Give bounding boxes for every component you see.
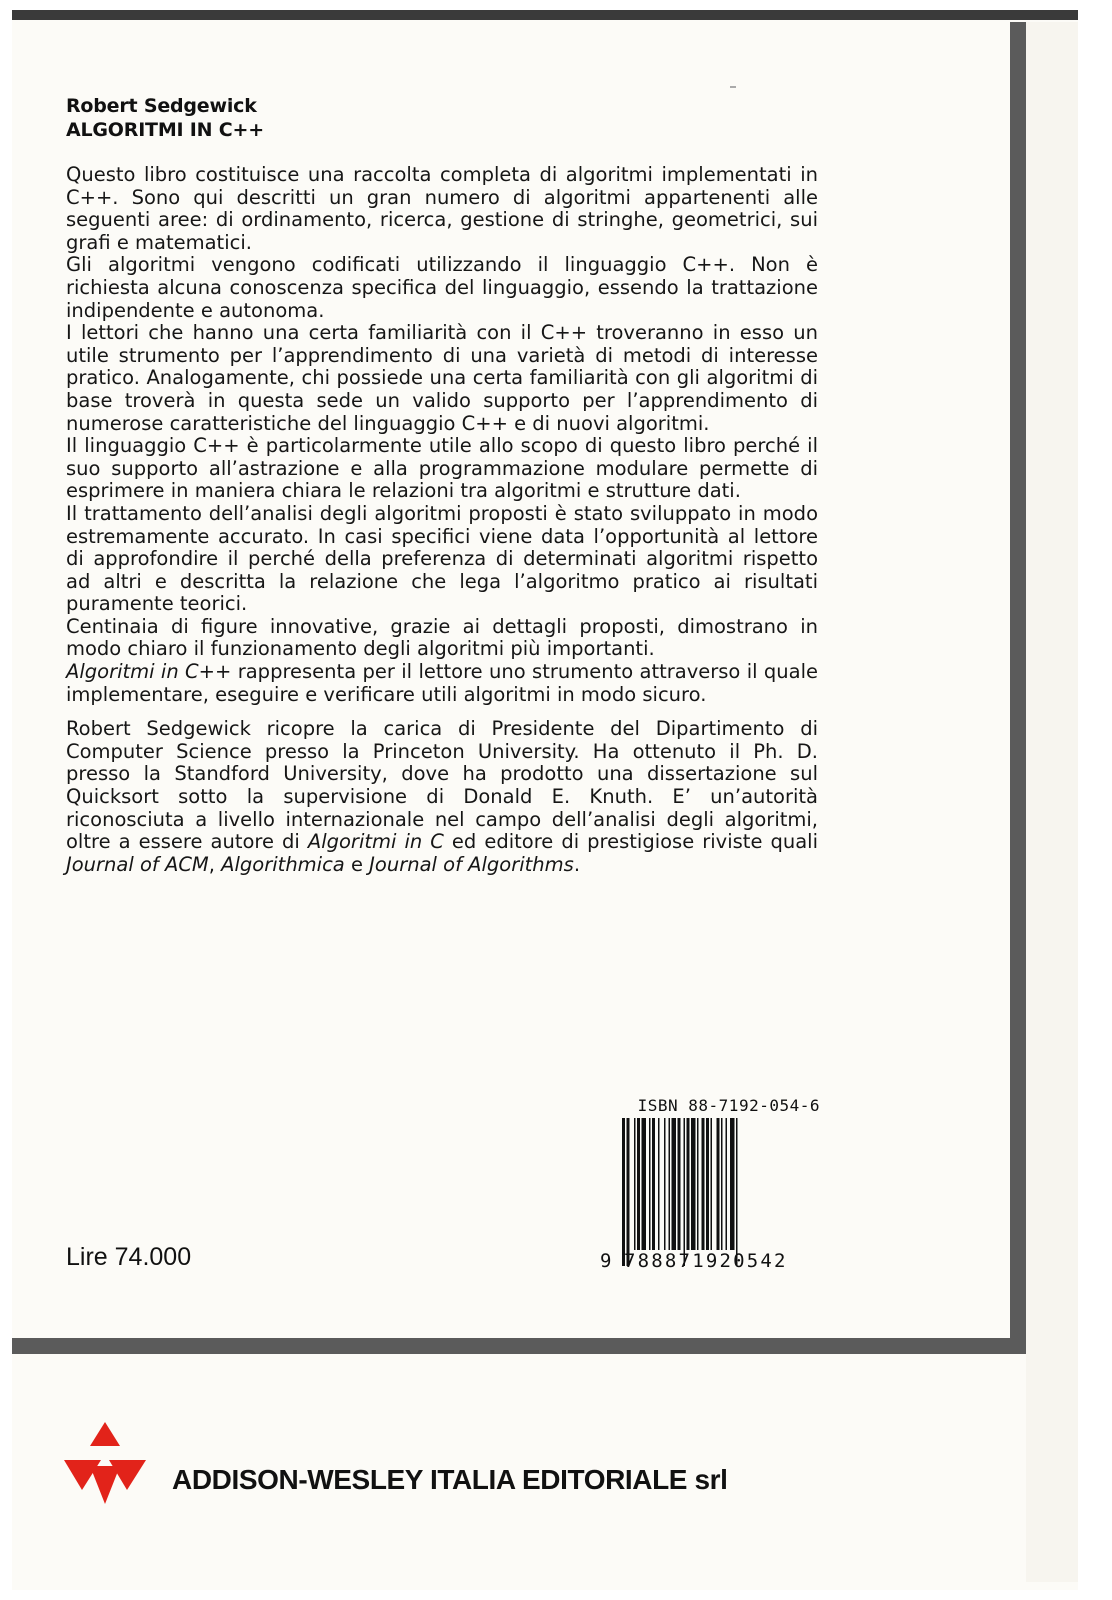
barcode-bar bbox=[684, 1118, 686, 1266]
barcode-bar bbox=[672, 1118, 677, 1250]
cover-right-margin bbox=[1026, 22, 1078, 1582]
frame-right-border bbox=[1010, 22, 1026, 1354]
barcode-bar bbox=[652, 1118, 655, 1250]
barcode-bar bbox=[721, 1118, 723, 1250]
bio-separator: . bbox=[573, 852, 581, 876]
blurb-text: rappresenta per il lettore uno strumento attraverso il quale implementare, eseguire e verificare utili algoritmi in modo sicuro. bbox=[66, 660, 819, 706]
blurb bbox=[66, 164, 818, 876]
book-title-italic: Algoritmi in C++ bbox=[66, 660, 232, 684]
barcode-bar bbox=[678, 1118, 681, 1250]
blurb-paragraph: Questo libro costituisce una raccolta completa di algoritmi implementati in C++. Sono qui descritti un gran numero di algoritmi appartenenti alle seguenti aree: di ordinamento, ricerca, gestione di stringhe, geometrici, sui grafi e matematici. bbox=[66, 163, 818, 254]
barcode-bar bbox=[642, 1118, 647, 1250]
isbn-label: ISBN 88-7192-054-6 bbox=[637, 1096, 820, 1115]
book-title: ALGORITMI IN C++ bbox=[66, 119, 264, 141]
barcode-bar bbox=[736, 1118, 738, 1266]
barcode-bar bbox=[658, 1118, 660, 1250]
barcode-bar bbox=[649, 1118, 651, 1250]
bio-separator: , bbox=[208, 852, 222, 876]
price: Lire 74.000 bbox=[66, 1243, 192, 1271]
barcode-bar bbox=[706, 1118, 709, 1250]
barcode-bar bbox=[717, 1118, 720, 1250]
barcode-number bbox=[600, 1250, 822, 1316]
barcode bbox=[620, 1118, 822, 1266]
blurb-paragraph: I lettori che hanno una certa familiarità con il C++ troveranno in esso un utile strumento per l’apprendimento di una varietà di metodi di interesse pratico. Analogamente, chi possiede una certa familiarità con gli algoritmi di base troverà in questa sede un valido supporto per l’apprendimento di numerose caratteristiche del linguaggio C++ e di nuovi algoritmi. bbox=[66, 321, 818, 435]
barcode-bar bbox=[697, 1118, 699, 1250]
blurb-paragraph bbox=[66, 661, 818, 706]
blurb-paragraph: Il linguaggio C++ è particolarmente utile allo scopo di questo libro perché il suo supporto all’astrazione e alla programmazione modulare permette di esprimere in maniera chiara le relazioni tra algoritmi e strutture dati. bbox=[66, 434, 818, 503]
cover-top-edge bbox=[12, 10, 1078, 20]
bio-text: Robert Sedgewick ricopre la carica di Presidente del Dipartimento di Computer Science presso la Princeton University. Ha ottenuto il Ph. D. presso la Standford University, dove ha prodotto una dissertazione sul Quicksort sotto la supervisione di Donald E. Knuth. E’ un’autorità riconosciuta a livello internazionale nel campo dell’analisi degli algoritmi, oltre a essere autore di bbox=[66, 717, 818, 854]
bio-journal: Journal of Algorithms bbox=[369, 852, 574, 876]
blurb-paragraph: Gli algoritmi vengono codificati utilizzando il linguaggio C++. Non è richiesta alcuna conoscenza specifica del linguaggio, essendo la trattazione indipendente e autonoma. bbox=[66, 253, 818, 322]
bio-text: ed editore di prestigiose riviste quali bbox=[443, 830, 818, 854]
barcode-bar bbox=[622, 1118, 625, 1266]
barcode-bar bbox=[711, 1118, 713, 1250]
barcode-bar bbox=[637, 1118, 640, 1250]
bio-journal: Algorithmica bbox=[221, 852, 345, 876]
barcode-bar bbox=[669, 1118, 671, 1250]
logo-top-triangle bbox=[90, 1422, 120, 1446]
barcode-bar bbox=[702, 1118, 705, 1250]
barcode-bar bbox=[726, 1118, 728, 1250]
book-heading bbox=[66, 94, 264, 142]
bio-book-title: Algoritmi in C bbox=[307, 830, 444, 854]
barcode-bar bbox=[730, 1118, 735, 1250]
barcode-bar bbox=[691, 1118, 696, 1250]
barcode-first-digit: 9 bbox=[600, 1250, 612, 1272]
barcode-bar bbox=[627, 1118, 630, 1266]
paper-speck bbox=[730, 86, 736, 88]
blurb-paragraph: Il trattamento dell’analisi degli algoritmi proposti è stato sviluppato in modo estremamente accurato. In casi specifici viene data l’opportunità al lettore di approfondire il perché della preferenza di determinati algoritmi rispetto ad altri e descritta la relazione che lega l’algoritmo pratico ai risultati puramente teorici. bbox=[66, 501, 818, 616]
barcode-bar bbox=[664, 1118, 666, 1250]
barcode-digits: 788871920542 bbox=[624, 1250, 788, 1272]
frame-bottom-border bbox=[12, 1338, 1026, 1354]
addison-wesley-triangle-logo-icon bbox=[62, 1420, 148, 1506]
blurb-paragraph: Centinaia di figure innovative, grazie ai dettagli proposti, dimostrano in modo chiaro il funzionamento degli algoritmi più importanti. bbox=[66, 614, 818, 661]
publisher-name: ADDISON-WESLEY ITALIA EDITORIALE srl bbox=[172, 1464, 728, 1495]
barcode-bar bbox=[687, 1118, 690, 1250]
barcode-bar bbox=[634, 1118, 636, 1250]
author-name: Robert Sedgewick bbox=[66, 95, 257, 117]
logo-bottom-triangle bbox=[90, 1466, 120, 1504]
bio-journal: Journal of ACM bbox=[66, 852, 209, 876]
bio-separator: e bbox=[344, 852, 370, 876]
author-bio bbox=[66, 718, 818, 876]
